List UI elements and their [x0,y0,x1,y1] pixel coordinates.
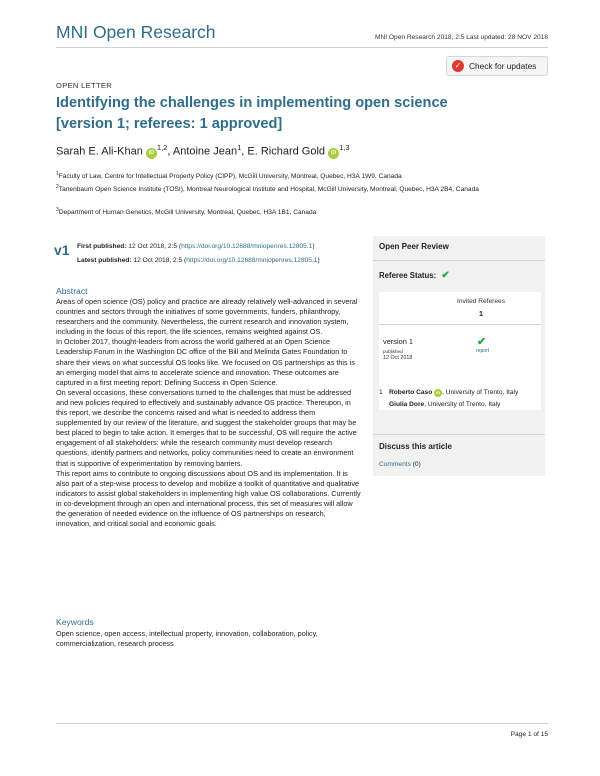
abstract-paragraph: Areas of open science (OS) policy and practice are already relatively well-advanced in several countries and sectors through the initiatives of some governments, funders, philanthropy, researchers and the community. Nevertheless, the current research and innovation system, including in the focus of this report, the life sciences, remains weighted against OS. [56,297,358,337]
footer-divider [56,723,548,724]
affiliation-text: Tanenbaum Open Science Institute (TOSI), Montreal Neurological Institute and Hospital, McGill University, Montreal, Quebec, H3A 2B4, Canada [58,186,479,194]
author-affil: 1,3 [339,143,350,152]
first-published-label: First published: [77,243,127,250]
comments-count: (0) [412,461,421,468]
affiliation-number: 1 [56,171,59,177]
author-name[interactable]: Antoine Jean [172,145,238,158]
orcid-icon[interactable]: iD [436,390,441,395]
citation-line: MNI Open Research 2018, 2:5 Last updated: 28 NOV 2018 [374,34,548,41]
referee-status-label: Referee Status: [379,271,437,280]
crossmark-icon: ✓ [452,60,464,72]
review-version: version 1 [383,337,413,346]
comments-link[interactable]: Comments [379,461,411,468]
affiliation [56,206,486,217]
comments [379,461,421,468]
box-divider [379,324,541,325]
latest-published: Latest published: 12 Oct 2018, 2:5 (https://doi.org/10.12688/mniopenres.12805.1) [77,257,320,264]
open-peer-review-heading: Open Peer Review [379,242,449,251]
keywords-heading: Keywords [56,617,94,627]
reviewer-entry [379,400,518,409]
affiliation [56,183,486,194]
author-affil: 1 [237,143,242,152]
check-for-updates-button[interactable] [446,56,548,76]
reviewer-entry [379,388,518,397]
author-name[interactable]: Sarah E. Ali-Khan [56,145,143,158]
discuss-heading: Discuss this article [379,442,452,451]
panel-divider [373,434,545,435]
affiliation-number: 2 [56,184,59,190]
reviewer-list [379,388,518,409]
affiliation-text: Faculty of Law, Centre for Intellectual Property Policy (CIPP), McGill University, Montreal, Quebec, H3A 1W9, Canada [58,173,402,181]
approved-check-icon: ✔ [477,336,487,348]
review-published-label: published [383,349,403,354]
author-list: Sarah E. Ali-Khan iD$^{1,2}$, Antoine Jean$^1$, E. Richard Gold iD$^{1,3}$ [56,143,350,158]
referee-status [379,270,450,281]
author-affil: 1,2 [156,143,168,152]
first-published-date: 12 Oct 2018, 2:5 [128,243,178,250]
abstract-paragraph: On several occasions, these conversations turned to the challenges that must be addressed and new policies required to effectively and sustainably advance OS practice. Thereupon, in this report, we describe the concerns raised and what is needed to address them supplemented by our review of the literature, and suggest the stakeholder groups that may be best placed to begin to take action. It emerges that to be successful, OS will require the active engagement of all stakeholders: while the research community must develop research questions, identify partners and networks, policy communities need to create an environment that is supportive of experimentation by removing barriers. [56,387,357,468]
journal-name[interactable]: MNI Open Research [56,22,216,42]
invited-referees-label: Invited Referees [456,298,505,305]
approved-check-icon: ✔ [441,270,450,281]
check-for-updates-label: Check for updates [469,61,537,71]
reviewer-affil: , University of Trento, Italy [442,389,519,396]
reviewer-number: 1 [379,389,383,396]
report-link[interactable]: report [476,348,490,354]
abstract-paragraph: In October 2017, thought-leaders from across the world gathered at an Open Science Leadership Forum in the Washington DC office of the Bill and Melinda Gates Foundation to share their views on what successful OS looks like. We focused on OS partnerships as this is an emerging model that aims to accelerate science and innovation. These outcomes are captured in a first meeting report: Defining Success in Open Science. [56,337,355,387]
page-number: Page 1 of 15 [510,731,548,738]
review-published-date: 12 Oct 2018 [383,355,413,361]
reviewer-affil: , University of Trento, Italy [424,401,501,408]
orcid-icon[interactable]: iD [146,148,157,159]
latest-published-date: 12 Oct 2018, 2:5 [133,257,183,264]
article-type: OPEN LETTER [56,81,113,90]
affiliation-text: Department of Human Genetics, McGill University, Montreal, Quebec, H3A 1B1, Canada [58,209,317,217]
abstract-paragraph: This report aims to contribute to ongoing discussions about OS and its implementation. It is also part of a step-wise process to develop and mobilize a toolkit of quantitative and qualitative indicators to assist global stakeholders in implementing high value OS collaborations. Currently in co-development through an open and international process, this set of measures will allow the generation of needed evidence on the influence of OS partnerships on research, innovation, and critical social and economic goals. [56,468,361,529]
peer-review-panel [373,236,545,476]
latest-published-doi-link[interactable]: https://doi.org/10.12688/mniopenres.12805.1 [186,257,318,264]
article-title: Identifying the challenges in implementing open science [version 1; referees: 1 approved] [56,95,448,132]
author-name[interactable]: E. Richard Gold [247,145,326,158]
keywords-text: Open science, open access, intellectual property, innovation, collaboration, policy, commercialization, research process [56,629,318,649]
panel-divider [373,260,545,261]
affiliation-number: 3 [56,207,59,213]
orcid-icon[interactable]: iD [328,148,339,159]
reviewer-name[interactable]: Roberto Caso [389,389,433,396]
version-label: v1 [54,242,70,258]
latest-published-label: Latest published: [77,257,132,264]
affiliation [56,170,486,181]
page-header [56,22,548,48]
reviewer-name[interactable]: Giulia Dore [389,401,425,408]
first-published-doi-link[interactable]: https://doi.org/10.12688/mniopenres.12805.1 [181,243,313,250]
abstract-heading: Abstract [56,286,88,296]
invited-referees-count: 1 [479,309,483,318]
abstract-body [56,297,362,529]
first-published: First published: 12 Oct 2018, 2:5 (https://doi.org/10.12688/mniopenres.12805.1) [77,243,315,250]
